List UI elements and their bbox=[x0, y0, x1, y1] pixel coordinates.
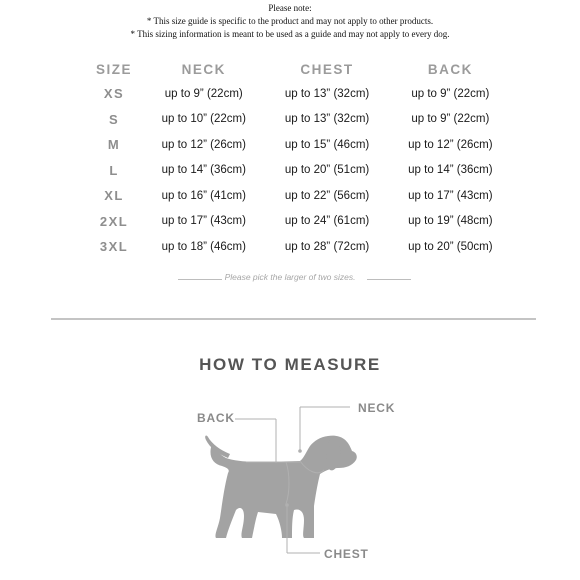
chest-cell: up to 22” (56cm) bbox=[284, 189, 370, 202]
header-back: BACK bbox=[427, 61, 473, 77]
size-footnote: Please pick the larger of two sizes. bbox=[224, 272, 356, 282]
neck-cell: up to 16” (41cm) bbox=[161, 189, 246, 202]
back-cell: up to 14” (36cm) bbox=[408, 164, 493, 177]
neck-cell: up to 18” (46cm) bbox=[161, 240, 246, 253]
size-cell: 2XL bbox=[99, 213, 129, 229]
back-cell: up to 20” (50cm) bbox=[408, 240, 493, 253]
chest-cell: up to 28” (72cm) bbox=[284, 240, 370, 253]
back-cell: up to 19” (48cm) bbox=[408, 215, 493, 228]
back-cell: up to 9” (22cm) bbox=[411, 113, 490, 126]
back-guide-lines bbox=[235, 419, 300, 463]
size-cell: XL bbox=[104, 188, 124, 204]
neck-label: NECK bbox=[358, 401, 396, 415]
header-size: SIZE bbox=[96, 61, 133, 77]
back-cell: up to 12” (26cm) bbox=[408, 138, 493, 151]
size-cell: XS bbox=[103, 86, 125, 102]
neck-cell: up to 17” (43cm) bbox=[161, 215, 246, 228]
notes-line-1: * This size guide is specific to the product and may not apply to other products. bbox=[146, 16, 434, 26]
chest-cell: up to 24” (61cm) bbox=[284, 215, 370, 228]
how-to-measure-title: HOW TO MEASURE bbox=[199, 355, 381, 374]
header-neck: NECK bbox=[181, 61, 226, 77]
back-cell: up to 9” (22cm) bbox=[411, 87, 490, 100]
size-cell: M bbox=[107, 137, 121, 153]
neck-cell: up to 10” (22cm) bbox=[161, 113, 246, 126]
chest-cell: up to 15” (46cm) bbox=[284, 138, 370, 151]
neck-cell: up to 14” (36cm) bbox=[161, 164, 246, 177]
notes-line-2: * This sizing information is meant to be used as a guide and may not apply to every dog. bbox=[130, 29, 450, 39]
dog-silhouette-icon bbox=[205, 436, 357, 538]
chest-label: CHEST bbox=[324, 547, 369, 561]
back-label: BACK bbox=[197, 411, 235, 425]
back-cell: up to 17” (43cm) bbox=[408, 189, 493, 202]
neck-cell: up to 9” (22cm) bbox=[164, 87, 243, 100]
size-cell: 3XL bbox=[99, 239, 129, 255]
chest-cell: up to 13” (32cm) bbox=[284, 113, 370, 126]
chest-cell: up to 20” (51cm) bbox=[284, 164, 370, 177]
notes-heading: Please note: bbox=[268, 3, 312, 13]
chest-cell: up to 13” (32cm) bbox=[284, 87, 370, 100]
header-chest: CHEST bbox=[300, 61, 354, 77]
size-cell: S bbox=[108, 111, 120, 127]
size-cell: L bbox=[109, 162, 119, 178]
neck-cell: up to 12” (26cm) bbox=[161, 138, 246, 151]
